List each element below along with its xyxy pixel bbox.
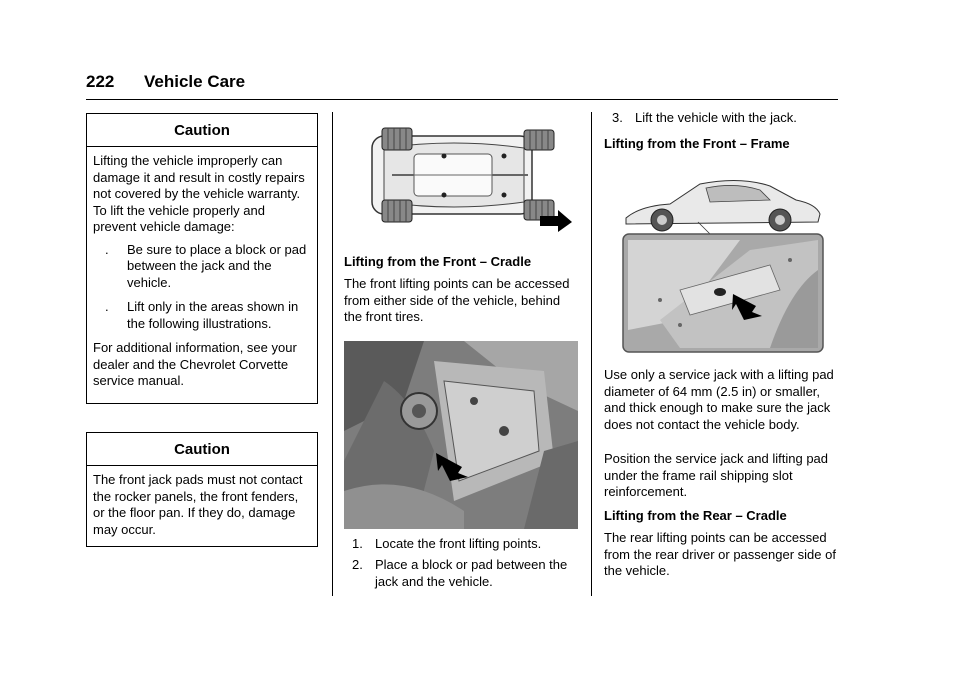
column-divider-left: [332, 112, 333, 596]
step-text: Locate the front lifting points.: [375, 536, 542, 551]
caution-title: Caution: [87, 433, 317, 466]
front-frame-position-instructions: Position the service jack and lifting pad under the frame rail shipping slot reinforcement.: [604, 451, 829, 499]
page-header: [86, 70, 838, 100]
caution-box-lifting: [86, 113, 318, 404]
caution-bullet-text: Be sure to place a block or pad between the jack and the vehicle.: [127, 241, 307, 290]
front-frame-lift-illustration: [620, 170, 825, 354]
section-title: Vehicle Care: [144, 72, 246, 91]
front-cradle-photo: [344, 341, 578, 529]
caution-bullet: [93, 242, 311, 292]
front-frame-jack-requirements: Use only a service jack with a lifting pad diameter of 64 mm (2.5 in) or smaller, and thick enough to make sure the jack does not contact the vehicle body.: [604, 367, 834, 432]
underbody-lift-point-diagram: [344, 118, 576, 234]
caution-box-jack-pads: [86, 432, 318, 547]
caution-text: The front jack pads must not contact the rocker panels, the front fenders, or the floor pan. If they do, damage may occur.: [93, 472, 303, 537]
bullet-dot: .: [105, 299, 109, 314]
caution-body: [87, 466, 317, 538]
step-number: 2.: [352, 557, 363, 572]
caution-title: Caution: [87, 114, 317, 147]
heading-rear-cradle: Lifting from the Rear – Cradle: [604, 508, 787, 523]
heading-front-frame: Lifting from the Front – Frame: [604, 136, 790, 151]
page-number: 222: [86, 72, 115, 91]
step-text: Place a block or pad between the jack and the vehicle.: [375, 557, 568, 589]
step-number: 1.: [352, 536, 363, 551]
column-divider-right: [591, 112, 592, 596]
bullet-dot: .: [105, 241, 109, 257]
caution-outro: For additional information, see your dealer and the Chevrolet Corvette service manual.: [93, 340, 297, 388]
heading-front-cradle: Lifting from the Front – Cradle: [344, 254, 532, 269]
rear-cradle-description: The rear lifting points can be accessed from the rear driver or passenger side of the vehicle.: [604, 530, 836, 578]
step-number: 3.: [612, 110, 623, 125]
front-cradle-description: The front lifting points can be accessed from either side of the vehicle, behind the front tires.: [344, 276, 570, 324]
caution-bullet: [93, 299, 311, 332]
caution-intro: Lifting the vehicle improperly can damage it and result in costly repairs not covered by the vehicle warranty. To lift the vehicle properly and prevent vehicle damage:: [93, 153, 305, 234]
caution-body: [87, 147, 317, 390]
caution-bullet-text: Lift only in the areas shown in the following illustrations.: [127, 299, 299, 331]
step-2: [352, 557, 578, 590]
step-text: Lift the vehicle with the jack.: [635, 110, 797, 125]
step-1: [352, 536, 578, 553]
step-3: [612, 110, 842, 127]
